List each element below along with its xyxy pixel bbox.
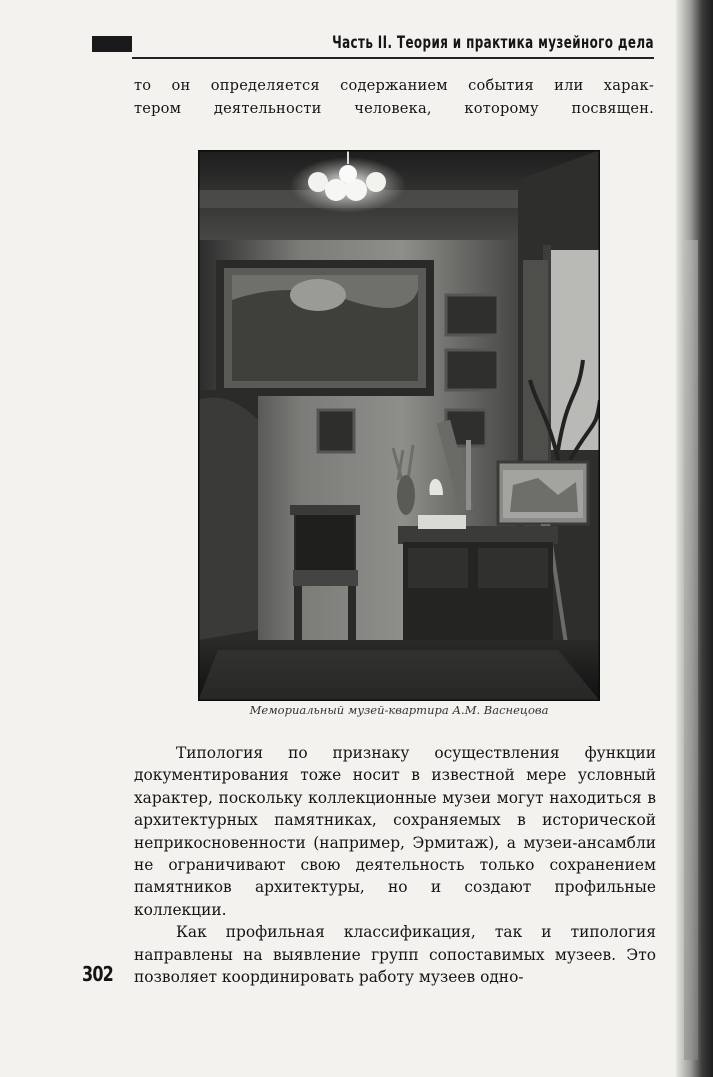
intro-text <box>134 74 654 120</box>
paragraph: Типология по признаку осуществления функции документирования тоже носит в известной мере условный характер, поскольку коллекционные музеи могут находиться в архитектурных памятниках, сохраняемых в исторической неприкосновенности (например, Эрмитаж), а музеи-ансамбли не ограничивают свою деятельность только сохранением памятников архитектуры, но и создают профильные коллекции. <box>134 744 656 919</box>
body-text <box>134 742 656 988</box>
intro-line-2: тером деятельности человека, которому посвящен. <box>134 100 654 117</box>
photo-caption: Мемориальный музей-квартира А.М. Васнецова <box>249 703 549 717</box>
running-header: Часть II. Теория и практика музейного дела <box>332 33 654 53</box>
intro-line-1: то он определяется содержанием события или харак- <box>134 77 654 94</box>
page-number: 302 <box>82 962 113 986</box>
memorial-apartment-photo <box>198 150 600 701</box>
header-rule <box>132 57 654 59</box>
header-corner-mark <box>92 36 132 52</box>
paragraph: Как профильная классификация, так и типология направлены на выявление групп сопоставимых музеев. Это позволяет координировать работу музеев одно- <box>134 923 656 987</box>
photo-illustration <box>198 150 600 701</box>
page-edge-shadow <box>676 0 713 1077</box>
